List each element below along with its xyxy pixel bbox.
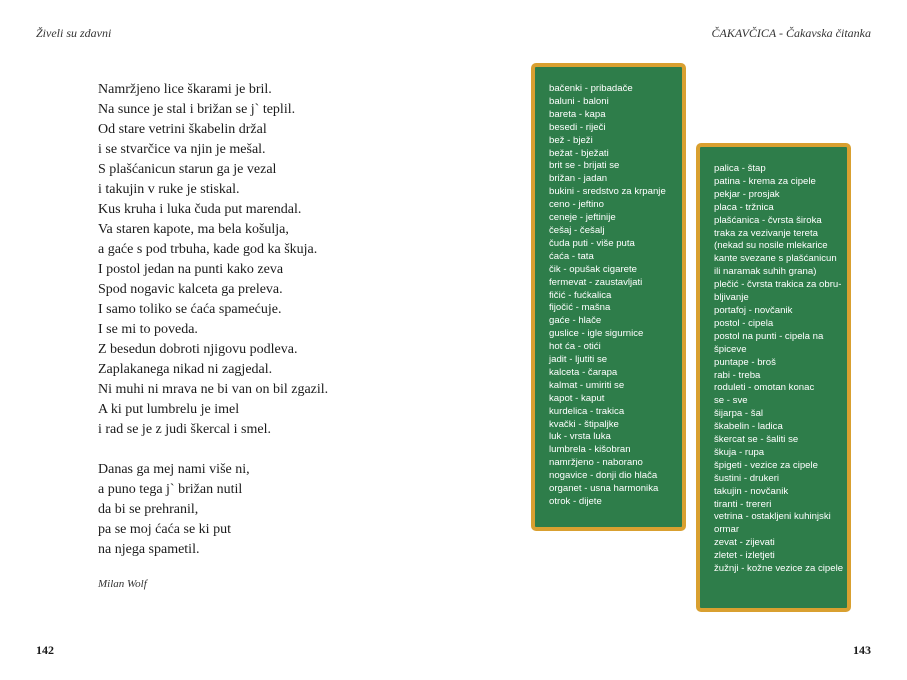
glossary-entry: žužnji - kožne vezice za cipele	[714, 563, 844, 575]
glossary-entry: luk - vrsta luka	[549, 431, 611, 443]
glossary-entry: patina - krema za cipele	[714, 175, 816, 187]
glossary-entry: škuja - rupa	[714, 446, 765, 458]
glossary-entry: pekjar - prosjak	[714, 188, 780, 200]
glossary-entry: ceno - jeftino	[549, 199, 604, 211]
glossary-entry: palica - štap	[714, 163, 766, 174]
glossary-entry: zevat - zijevati	[714, 537, 775, 549]
glossary-entry: baluni - baloni	[549, 95, 609, 107]
glossary-entry: fičić - fućkalica	[549, 289, 612, 301]
page-number-left: 142	[36, 643, 54, 657]
glossary-entry: bačenki - pribadače	[549, 83, 633, 94]
glossary-entry: čik - opušak cigarete	[549, 263, 637, 275]
poem-stanza	[98, 460, 428, 560]
glossary-entry: bež - bježi	[549, 134, 593, 146]
glossary-entry: kurdelica - trakica	[549, 405, 625, 417]
poem-line: Namržjeno lice škarami je bril.	[98, 82, 272, 97]
poem-line: I postol jedan na punti kako zeva	[98, 262, 284, 277]
glossary-board-right	[696, 143, 851, 612]
glossary-entry: špigeti - vezice za cipele	[714, 459, 818, 471]
glossary-entry: fijočić - mašna	[549, 302, 611, 314]
poem-stanza	[98, 80, 428, 440]
glossary-entry: besedi - riječi	[549, 121, 606, 133]
glossary-entry: rabi - treba	[714, 369, 761, 381]
poem-line: na njega spametil.	[98, 542, 200, 557]
poem-line: Z besedun dobroti njigovu podleva.	[98, 342, 298, 357]
glossary-entry: guslice - igle sigurnice	[549, 328, 644, 340]
poem-line: Od stare vetrini škabelin držal	[98, 122, 267, 137]
glossary-entry: takujin - novčanik	[714, 485, 789, 497]
glossary-entry: ormar	[714, 524, 740, 536]
glossary-entry: postol - cipela	[714, 317, 774, 329]
glossary-entry: plečić - čvrsta trakica za obru-	[714, 279, 842, 291]
glossary-entry: ceneje - jeftinije	[549, 212, 616, 224]
glossary-entry: špiceve	[714, 343, 747, 355]
glossary-entry: fermevat - zaustavljati	[549, 276, 643, 288]
poem-line: a gaće s pod trbuha, kade god ka škuja.	[98, 242, 318, 257]
poem-line: I samo toliko se ćaća spamećuje.	[98, 302, 282, 317]
glossary-entry: šustini - drukeri	[714, 472, 780, 484]
glossary-entry: namržjeno - naborano	[549, 457, 643, 469]
glossary-entry: postol na punti - cipela na	[714, 330, 824, 342]
glossary-entry: kvački - štipaljke	[549, 418, 619, 430]
glossary-entry: kalceta - čarapa	[549, 366, 618, 378]
poem-line: a puno tega j` brižan nutil	[98, 482, 243, 497]
glossary-entry: jadit - ljutiti se	[549, 354, 608, 366]
poem-line: I se mi to poveda.	[98, 322, 198, 337]
poem-line: Kus kruha i luka čuda put marendal.	[98, 202, 302, 217]
poem-line: i se stvarčice va njin je mešal.	[98, 142, 266, 157]
poem-line: Va staren kapote, ma bela košulja,	[98, 222, 289, 237]
glossary-entry: brižan - jadan	[549, 173, 608, 185]
glossary-entry: vetrina - ostakljeni kuhinjski	[714, 511, 831, 523]
glossary-entry: gaće - hlače	[549, 315, 602, 327]
poem-line: i rad se je z judi škercal i smel.	[98, 422, 271, 437]
poem-line: Spod nogavic kalceta ga preleva.	[98, 282, 283, 297]
glossary-entry: škercat se - šaliti se	[714, 434, 799, 446]
glossary-entry: se - sve	[714, 395, 748, 407]
poem-line: S plašćanicun starun ga je vezal	[98, 162, 277, 177]
glossary-entry: roduleti - omotan konac	[714, 382, 815, 394]
glossary-entry: organet - usna harmonika	[549, 483, 659, 495]
glossary-entry: kalmat - umiriti se	[549, 379, 625, 391]
glossary-entry: placa - tržnica	[714, 201, 774, 213]
glossary-entry: nogavice - donji dio hlača	[549, 470, 658, 482]
glossary-entry: tiranti - trегeri	[714, 498, 772, 510]
glossary-entry: puntape - broš	[714, 356, 776, 368]
glossary-entry: zletet - izletjeti	[714, 550, 775, 562]
poem-line: da bi se prehranil,	[98, 502, 199, 517]
poem-line: Na sunce je stal i brižan se j` teplil.	[98, 102, 296, 117]
poem-line: i takujin v ruke je stiskal.	[98, 182, 240, 197]
glossary-entry: otrok - dijete	[549, 496, 602, 507]
poem-line: pa se moj ćaća se ki put	[98, 522, 231, 537]
poem	[98, 80, 428, 580]
glossary-entry: ćaća - tata	[549, 250, 594, 262]
poem-author: Milan Wolf	[98, 578, 147, 590]
glossary-board-left	[531, 63, 686, 531]
glossary-entry: čuda puti - više puta	[549, 237, 635, 249]
glossary-list-right	[714, 163, 844, 576]
running-header-right: ČAKAVČICA - Čakavska čitanka	[711, 26, 871, 40]
poem-line: Danas ga mej nami više ni,	[98, 462, 250, 477]
glossary-entry: portafoj - novčanik	[714, 304, 793, 316]
running-header-left: Živeli su zdavni	[36, 26, 112, 40]
glossary-entry: bareta - kapa	[549, 108, 606, 120]
glossary-entry: (nekad su nosile mlekarice	[714, 240, 828, 252]
glossary-entry: bljivanje	[714, 292, 749, 304]
glossary-entry: lumbrela - kišobran	[549, 444, 631, 456]
glossary-entry: bežat - bježati	[549, 147, 609, 159]
glossary-list-left	[549, 83, 670, 509]
glossary-entry: kapot - kaput	[549, 392, 605, 404]
glossary-entry: bukini - sredstvo za krpanje	[549, 186, 666, 198]
glossary-entry: ili naramak suhih grana)	[714, 266, 817, 278]
glossary-entry: češaj - češalj	[549, 224, 605, 236]
page-number-right: 143	[853, 643, 871, 657]
glossary-entry: škabelin - ladica	[714, 421, 783, 433]
glossary-entry: hot ća - otići	[549, 341, 601, 353]
glossary-entry: traka za vezivanje tereta	[714, 227, 818, 239]
glossary-entry: kante svezane s plašćanicun	[714, 253, 837, 265]
glossary-entry: šijarpa - šal	[714, 408, 764, 420]
poem-line: Ni muhi ni mrava ne bi van on bil zgazil.	[98, 382, 329, 397]
poem-line: A ki put lumbrelu je imel	[98, 402, 240, 417]
glossary-entry: brit se - brijati se	[549, 160, 620, 172]
poem-line: Zaplakanega nikad ni zagjedal.	[98, 362, 273, 377]
glossary-entry: plašćanica - čvrsta široka	[714, 214, 822, 226]
